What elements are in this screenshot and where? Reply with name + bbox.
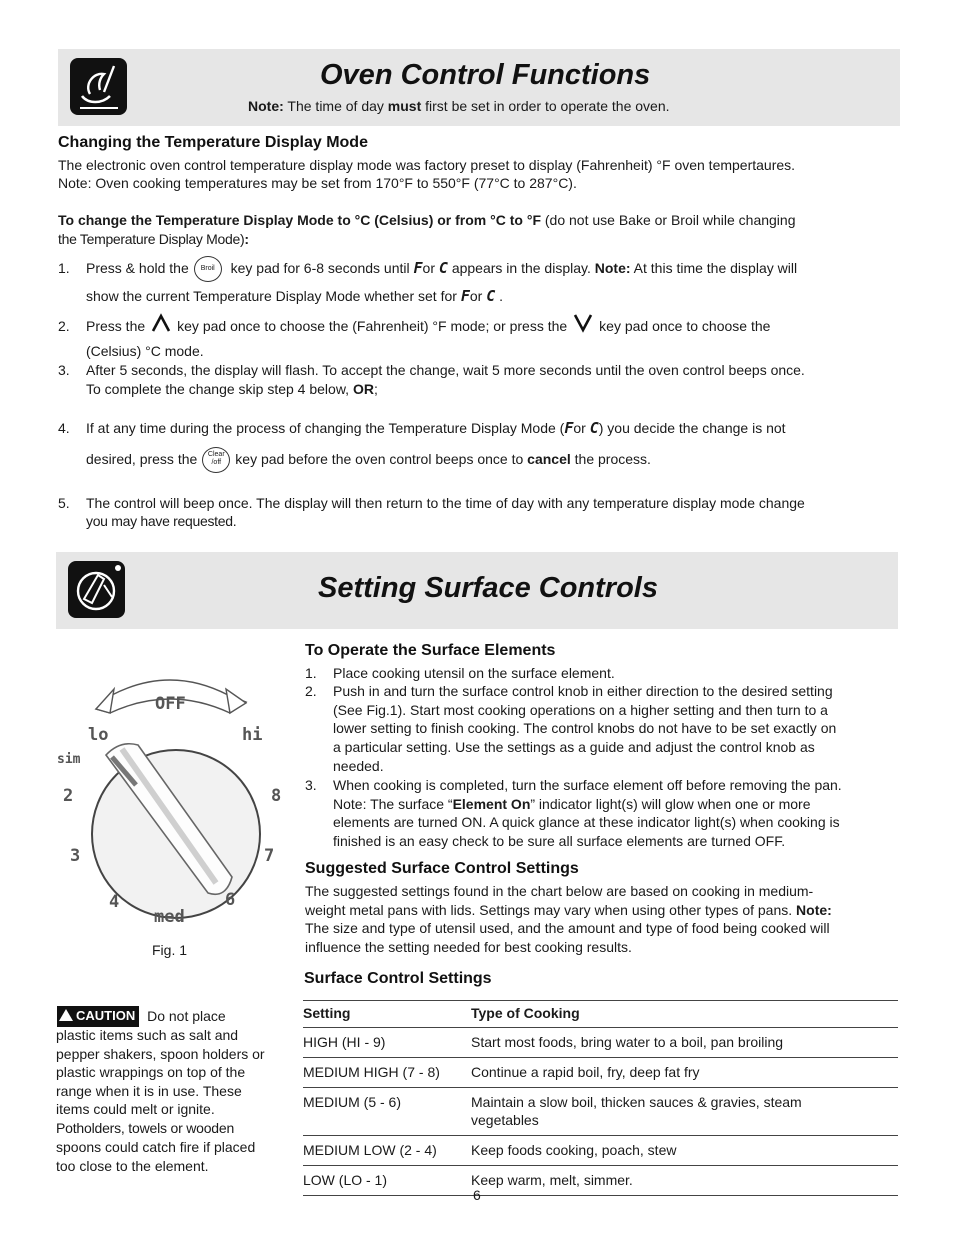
temp-mode-heading: Changing the Temperature Display Mode (58, 134, 368, 151)
up-arrow-icon (151, 313, 171, 341)
surface-control-icon (68, 561, 125, 618)
step-5-line-2: you may have requested. (86, 513, 237, 529)
step-4-line-2: desired, press the Clear /off key pad before the oven control beeps once to cancel the process. (86, 445, 651, 473)
table-row (303, 1088, 898, 1136)
dial-6-label: 6 (225, 890, 236, 910)
step-2-line-1: Press the key pad once to choose the (Fahrenheit) °F mode; or press the key pad once to choose the (86, 313, 770, 341)
dial-4-label: 4 (109, 892, 120, 912)
caution-line: plastic items such as salt and (56, 1027, 239, 1043)
table-row (303, 1136, 898, 1166)
caution-line: Potholders, towels or wooden (56, 1120, 235, 1136)
dial-med-label: med (154, 907, 185, 927)
step-1-line-1: Press & hold the Broil key pad for 6-8 seconds until For C appears in the display. Note: At this time the display will (86, 254, 797, 282)
setting-cell: MEDIUM HIGH (7 - 8) (303, 1058, 471, 1088)
operate-step-number: 1. (305, 665, 317, 681)
dial-hi-label: hi (242, 725, 263, 745)
caution-line: items could melt or ignite. (56, 1101, 215, 1117)
operate-step-number: 3. (305, 777, 317, 793)
type-cell: Maintain a slow boil, thicken sauces & gravies, steam vegetables (471, 1088, 898, 1136)
operate-step-3-line-1: When cooking is completed, turn the surface element off before removing the pan. (333, 777, 842, 793)
display-f-glyph: F (413, 259, 423, 277)
caution-line: spoons could catch fire if placed (56, 1139, 256, 1155)
setting-cell: MEDIUM (5 - 6) (303, 1088, 471, 1136)
type-cell: Keep foods cooking, poach, stew (471, 1136, 898, 1166)
column-header-setting: Setting (303, 1001, 471, 1028)
dial-lo-label: lo (88, 725, 109, 745)
warning-icon (59, 1009, 73, 1021)
broil-key-icon: Broil (194, 256, 222, 282)
setting-cell: HIGH (HI - 9) (303, 1028, 471, 1058)
suggested-heading: Suggested Surface Control Settings (305, 860, 579, 877)
caution-line: range when it is in use. These (56, 1083, 242, 1099)
step-number: 3. (58, 362, 70, 378)
suggested-line-2: weight metal pans with lids. Settings may vary when using other types of pans. Note: (305, 902, 832, 918)
temp-mode-intro-1: The electronic oven control temperature display mode was factory preset to display (Fahrenheit) °F oven tempertaures. (58, 157, 796, 173)
surface-section-title: Setting Surface Controls (318, 572, 658, 604)
type-cell: Continue a rapid boil, fry, deep fat fry (471, 1058, 898, 1088)
type-cell: Start most foods, bring water to a boil, pan broiling (471, 1028, 898, 1058)
setting-cell: MEDIUM LOW (2 - 4) (303, 1136, 471, 1166)
figure-caption: Fig. 1 (152, 942, 188, 958)
type-cell: Keep warm, melt, simmer. (471, 1166, 898, 1196)
table-header-row (303, 1001, 898, 1028)
surface-control-dial-figure (50, 645, 300, 935)
change-instruction: To change the Temperature Display Mode to °C (Celsius) or from °C to °F (do not use Bake or Broil while changing (58, 212, 796, 228)
step-number: 1. (58, 260, 70, 276)
down-arrow-icon (573, 313, 593, 341)
settings-table (303, 1000, 898, 1196)
column-header-type: Type of Cooking (471, 1001, 898, 1028)
caution-badge: CAUTION (57, 1006, 139, 1027)
step-number: 4. (58, 420, 70, 436)
step-3-line-1: After 5 seconds, the display will flash. To accept the change, wait 5 more seconds until the oven control beeps once. (86, 362, 805, 378)
operate-heading: To Operate the Surface Elements (305, 642, 556, 659)
dial-8-label: 8 (271, 786, 282, 806)
step-3-line-2: To complete the change skip step 4 below, OR; (86, 381, 378, 397)
operate-step-2-line-4: a particular setting. Use the settings as a guide and adjust the control knob as (333, 739, 815, 755)
display-c-glyph: C (438, 259, 448, 277)
oven-note: Note: The time of day must first be set in order to operate the oven. (248, 98, 670, 114)
clear-off-key-icon: Clear /off (202, 447, 230, 473)
step-number: 5. (58, 495, 70, 511)
table-row (303, 1028, 898, 1058)
dial-off-label: OFF (155, 694, 186, 714)
settings-table-heading: Surface Control Settings (304, 970, 492, 987)
operate-step-2-line-5: needed. (333, 758, 384, 774)
step-4-line-1: If at any time during the process of changing the Temperature Display Mode (For C) you decide the change is not (86, 419, 786, 437)
suggested-line-1: The suggested settings found in the chart below are based on cooking in medium- (305, 883, 814, 899)
step-1-line-2: show the current Temperature Display Mode whether set for For C . (86, 287, 503, 305)
operate-step-2-line-3: lower setting to finish cooking. The control knobs do not have to be set exactly on (333, 720, 837, 736)
operate-step-number: 2. (305, 683, 317, 699)
operate-step-2-line-2: (See Fig.1). Start most cooking operations on a higher setting and then turn to a (333, 702, 828, 718)
dial-2-label: 2 (63, 786, 74, 806)
setting-cell: LOW (LO - 1) (303, 1166, 471, 1196)
dial-7-label: 7 (264, 846, 275, 866)
step-5-line-1: The control will beep once. The display will then return to the time of day with any temperature display mode change (86, 495, 805, 511)
dial-3-label: 3 (70, 846, 81, 866)
caution-line: pepper shakers, spoon holders or (56, 1046, 265, 1062)
temp-mode-intro-2: Note: Oven cooking temperatures may be set from 170°F to 550°F (77°C to 287°C). (58, 175, 577, 191)
caution-line: too close to the element. (56, 1158, 209, 1174)
table-row (303, 1058, 898, 1088)
operate-step-2-line-1: Push in and turn the surface control knob in either direction to the desired setting (333, 683, 833, 699)
operate-step-3-line-4: finished is an easy check to be sure all surface elements are turned OFF. (333, 833, 786, 849)
table-row (303, 1166, 898, 1196)
dial-sim-label: sim (57, 752, 81, 767)
suggested-line-4: influence the setting needed for best cooking results. (305, 939, 632, 955)
caution-line: plastic wrappings on top of the (56, 1064, 246, 1080)
page-number: 6 (473, 1187, 481, 1203)
step-number: 2. (58, 318, 70, 334)
operate-step-3-line-3: elements are turned ON. A quick glance at these indicator light(s) when cooking is (333, 814, 840, 830)
caution-first-line: CAUTION Do not place (57, 1006, 226, 1027)
suggested-line-3: The size and type of utensil used, and the amount and type of food being cooked will (305, 920, 830, 936)
operate-step-1: Place cooking utensil on the surface element. (333, 665, 615, 681)
oven-section-title: Oven Control Functions (320, 59, 651, 91)
oven-control-icon (70, 58, 127, 115)
change-instruction-line2: the Temperature Display Mode): (58, 231, 249, 247)
operate-step-3-line-2: Note: The surface “Element On” indicator light(s) will glow when one or more (333, 796, 811, 812)
step-2-line-2: (Celsius) °C mode. (86, 343, 204, 359)
